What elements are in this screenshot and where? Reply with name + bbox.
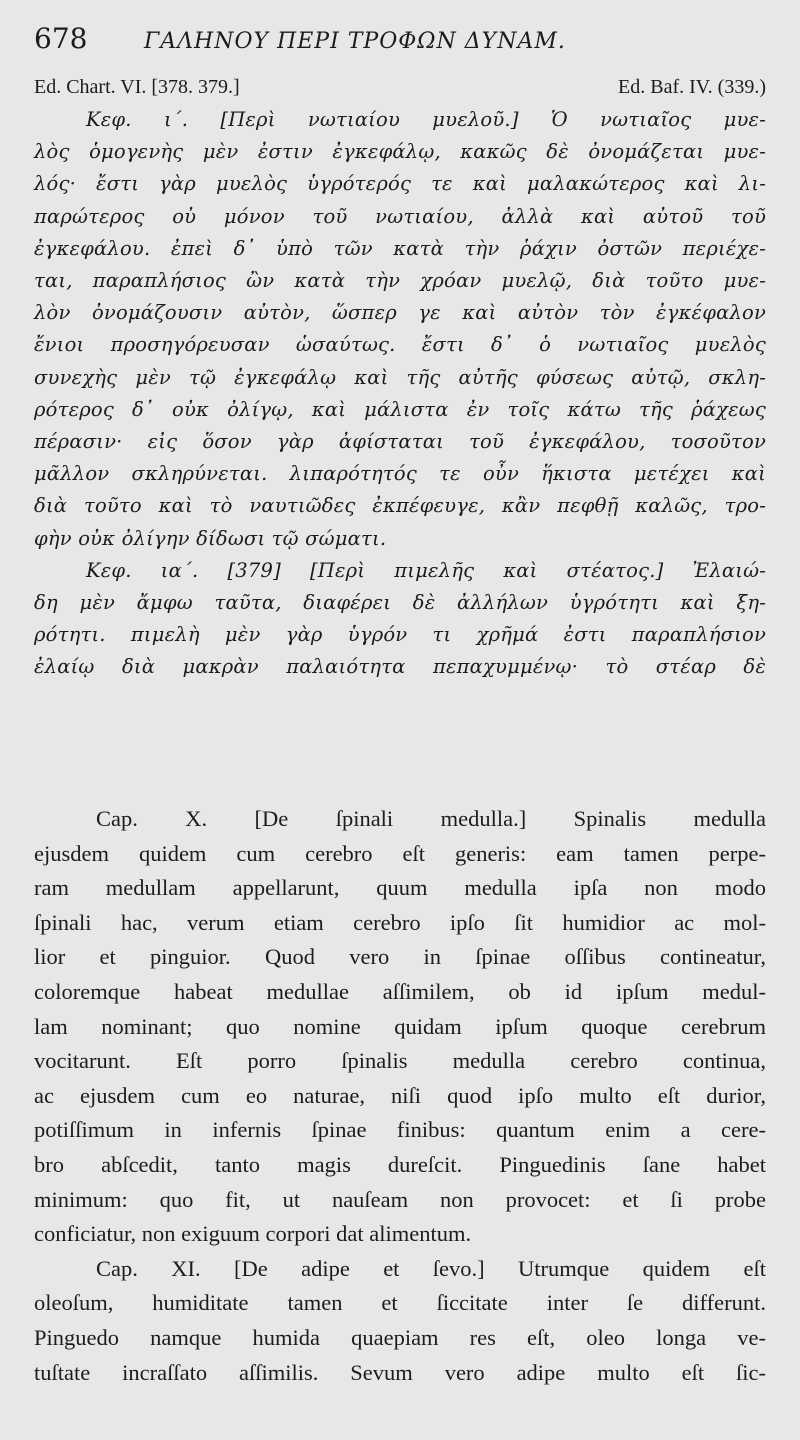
latin-line: ram medullam appellarunt, quum medulla ipſa non modo bbox=[34, 875, 766, 901]
latin-line: Cap. X. [De ſpinali medulla.] Spinalis medulla bbox=[96, 806, 766, 831]
greek-line: ρότερος δ᾽ οὐκ ὀλίγῳ, καὶ μάλιστα ἐν τοῖς κάτω τῆς ῥάχεως bbox=[34, 397, 766, 421]
latin-line: ejusdem quidem cum cerebro eſt generis: eam tamen perpe- bbox=[34, 840, 766, 866]
greek-line: πέρασιν· εἰς ὅσον γὰρ ἀφίσταται τοῦ ἐγκεφάλου, τοσοῦτον bbox=[34, 430, 766, 454]
greek-line: ἔνιοι προσηγόρευσαν ὡσαύτως. ἔστι δ᾽ ὁ νωτιαῖος μυελὸς bbox=[34, 333, 766, 357]
greek-line: ται, παραπλήσιος ὢν κατὰ τὴν χρόαν μυελῷ, διὰ τοῦτο μυε- bbox=[34, 269, 766, 293]
greek-line: μᾶλλον σκληρύνεται. λιπαρότητός τε οὖν ἥκιστα μετέχει καὶ bbox=[34, 462, 766, 486]
latin-line: minimum: quo fit, ut nauſeam non provocet: et ſi probe bbox=[34, 1186, 766, 1212]
greek-text-block bbox=[34, 104, 766, 684]
greek-line: φὴν οὐκ ὀλίγην δίδωσι τῷ σώματι. bbox=[34, 526, 387, 550]
latin-text-block bbox=[34, 802, 766, 1390]
latin-line: conficiatur, non exiguum corpori dat alimentum. bbox=[34, 1221, 472, 1247]
latin-line: tuſtate incraſſato aſſimilis. Sevum vero adipe multo eſt ſic- bbox=[34, 1359, 766, 1385]
latin-line: ac ejusdem cum eo naturae, niſi quod ipſo multo eſt durior, bbox=[34, 1082, 766, 1108]
latin-line: bro abſcedit, tanto magis dureſcit. Pinguedinis ſane habet bbox=[34, 1151, 766, 1177]
latin-line: coloremque habeat medullae aſſimilem, ob id ipſum medul- bbox=[34, 978, 766, 1004]
greek-line: λὸς ὁμογενὴς μὲν ἐστιν ἐγκεφάλῳ, κακῶς δὲ ὀνομάζεται μυε- bbox=[34, 140, 766, 164]
latin-line: vocitarunt. Eſt porro ſpinalis medulla cerebro continua, bbox=[34, 1048, 766, 1074]
latin-line: lior et pinguior. Quod vero in ſpinae oſſibus contineatur, bbox=[34, 944, 766, 970]
latin-line: potiſſimum in infernis ſpinae finibus: quantum enim a cere- bbox=[34, 1117, 766, 1143]
greek-line: λός· ἔστι γὰρ μυελὸς ὑγρότερός τε καὶ μαλακώτερος καὶ λι- bbox=[34, 172, 766, 196]
greek-line: παρώτερος οὐ μόνον τοῦ νωτιαίου, ἀλλὰ καὶ αὐτοῦ τοῦ bbox=[34, 204, 766, 228]
greek-line: ρότητι. πιμελὴ μὲν γὰρ ὑγρόν τι χρῆμά ἐστι παραπλήσιον bbox=[34, 623, 766, 647]
edition-reference-line bbox=[34, 70, 766, 104]
edition-reference-right: Ed. Baf. IV. (339.) bbox=[618, 76, 766, 98]
greek-line: ἐλαίῳ διὰ μακρὰν παλαιότητα πεπαχυμμένῳ· τὸ στέαρ δὲ bbox=[34, 655, 766, 679]
latin-line: lam nominant; quo nomine quidam ipſum quoque cerebrum bbox=[34, 1013, 766, 1039]
page-header bbox=[34, 22, 766, 70]
greek-line: διὰ τοῦτο καὶ τὸ ναυτιῶδες ἐκπέφευγε, κἂν πεφθῇ καλῶς, τρο- bbox=[34, 494, 766, 518]
running-title: ΓΑΛΗΝΟΥ ΠΕΡΙ ΤΡΟΦΩΝ ΔΥΝΑΜ. bbox=[144, 29, 566, 54]
greek-line: συνεχὴς μὲν τῷ ἐγκεφάλῳ καὶ τῆς αὐτῆς φύσεως αὐτῷ, σκλη- bbox=[34, 365, 766, 389]
latin-line: Pinguedo namque humida quaepiam res eſt, oleo longa ve- bbox=[34, 1324, 766, 1350]
greek-line: δη μὲν ἄμφω ταῦτα, διαφέρει δὲ ἀλλήλων ὑγρότητι καὶ ξη- bbox=[34, 591, 766, 615]
greek-line: λὸν ὀνομάζουσιν αὐτὸν, ὥσπερ γε καὶ αὐτὸν τὸν ἐγκέφαλον bbox=[34, 301, 766, 325]
latin-line: Cap. XI. [De adipe et ſevo.] Utrumque quidem eſt bbox=[96, 1255, 766, 1281]
greek-line: Κεφ. ι΄. [Περὶ νωτιαίου μυελοῦ.] Ὁ νωτιαῖος μυε- bbox=[86, 108, 766, 131]
edition-reference-left: Ed. Chart. VI. [378. 379.] bbox=[34, 76, 240, 98]
latin-line: ſpinali hac, verum etiam cerebro ipſo ſit humidior ac mol- bbox=[34, 909, 766, 935]
page-number: 678 bbox=[34, 22, 88, 55]
latin-line: oleoſum, humiditate tamen et ſiccitate inter ſe differunt. bbox=[34, 1290, 766, 1316]
greek-line: ἐγκεφάλου. ἐπεὶ δ᾽ ὑπὸ τῶν κατὰ τὴν ῥάχιν ὀστῶν περιέχε- bbox=[34, 236, 766, 260]
greek-line: Κεφ. ια΄. [379] [Περὶ πιμελῆς καὶ στέατος.] Ἐλαιώ- bbox=[86, 558, 766, 582]
